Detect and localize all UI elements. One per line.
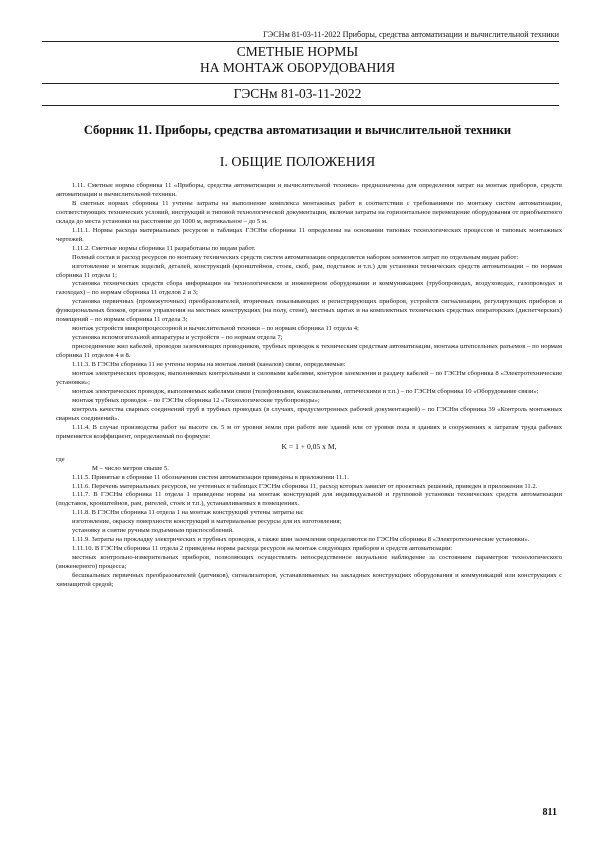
formula-variable: M – число метров свыше 5. — [92, 464, 169, 472]
list-item: контроль качества сварных соединений труб в трубных проводках (в случаях, предусмотренных рабочей документацией) – по ГЭСНм сборника 39 «Контроль монтажных сварных соединений». — [56, 405, 562, 422]
code-rule-top — [42, 83, 559, 84]
paragraph: 1.11.8. В ГЭСНм сборника 11 отдела 1 на монтаж конструкций учтены затраты на: — [72, 509, 304, 517]
body-text — [56, 182, 562, 590]
header-rule — [42, 41, 559, 42]
list-item: монтаж электрических проводок, выполняемых кабелями связи (телефонными, коаксиальными, оптическими и т.п.) – по ГЭСНм сборника 10 «Оборудование связи»; — [72, 387, 539, 395]
paragraph: 1.11.4. В случае производства работ на высоте св. 5 м от уровня земли при работе вне зданий или от уровня пола в зданиях и сооружениях к затратам труда рабочих применяется коэффициент, определяемый по формуле: — [56, 423, 562, 440]
title-line-2: НА МОНТАЖ ОБОРУДОВАНИЯ — [199, 60, 396, 75]
paragraph: 1.11.2. Сметные нормы сборника 11 разработаны по видам работ. — [72, 244, 256, 252]
formula: K = 1 + 0,05 x M, — [281, 441, 337, 451]
list-item: присоединение жил кабелей, проводов заземляющих проводников, трубных проводок к техническим средствам автоматизации, монтажа штепсельных разъемов – по нормам сборника 11 отделов 4 и 8. — [56, 343, 562, 360]
paragraph: 1.11.3. В ГЭСНм сборника 11 не учтены нормы на монтаж линий (каналов) связи, определяемые: — [72, 361, 346, 369]
list-item: местных контрольно-измерительных приборов, позволяющих осуществлять непосредственное визуальное наблюдение за состоянием параметров технологического (инженерного) процесса; — [56, 554, 562, 571]
paragraph: 1.11.1. Нормы расхода материальных ресурсов в таблицах ГЭСНм сборника 11 определены на основании типовых технологических процессов и типовых монтажных чертежей. — [56, 226, 562, 243]
running-header: ГЭСНм 81-03-11-2022 Приборы, средства автоматизации и вычислительной техники — [263, 30, 559, 39]
list-item: установка технических средств сбора информации на технологическом и инженерном оборудовании и коммуникациях (трубопроводах, воздуховодах, газопроводах и газоходах) – по нормам сборника 11 отделов 2 и 3; — [56, 280, 562, 297]
paragraph: 1.11. Сметные нормы сборника 11 «Приборы, средства автоматизации и вычислительной техники» предназначены для определения затрат на монтаж приборов, средств автоматизации и вычислительной техники. — [56, 182, 562, 198]
list-item: установка первичных (промежуточных) преобразователей, вторичных показывающих и регистрирующих приборов, устройств сигнализации, регулирующих приборов и функциональных блоков, органов управления на местных конструкциях (на полу, стене), местных щитах и на комплектных технических средствах операторских (диспетчерских) помещений – по нормам сборника 11 отдела 3; — [56, 298, 562, 324]
paragraph: 1.11.5. Принятые в сборнике 11 обозначения систем автоматизации приведены в приложении 11.1. — [72, 473, 349, 481]
document-title — [0, 44, 595, 76]
list-item: бесшкальных первичных преобразователей (датчиков), сигнализаторов, устанавливаемых на закладных конструкциях оборудования и коммуникаций или конструкциях с химзащитой средой; — [56, 572, 562, 588]
paragraph: 1.11.6. Перечень материальных ресурсов, не учтенных в таблицах ГЭСНм сборника 11, расход которых зависит от проектных решений, приведен в приложении 11.2. — [72, 482, 538, 490]
list-item: изготовление, окраску поверхности конструкций и материальные ресурсы для их изготовления; — [72, 518, 342, 526]
list-item: монтаж устройств микропроцессорной и вычислительной техники – по нормам сборника 11 отдела 4; — [72, 325, 359, 333]
list-item: монтаж трубных проводок – по ГЭСНм сборника 12 «Технологические трубопроводы»; — [72, 396, 320, 404]
paragraph: 1.11.10. В ГЭСНм сборника 11 отдела 2 приведены нормы расхода ресурсов на монтаж следующих приборов и средств автоматизации: — [72, 545, 453, 553]
list-item: установка вспомогательной аппаратуры и устройств – по нормам отдела 7; — [72, 334, 283, 342]
title-line-1: СМЕТНЫЕ НОРМЫ — [236, 44, 359, 59]
paragraph: Полный состав и расход ресурсов по монтажу технических средств систем автоматизации определяется набором элементов затрат по отдельным видам работ: — [72, 253, 519, 261]
list-item: изготовление и монтаж изделий, деталей, конструкций (кронштейнов, стоек, скоб, рам, подставок и т.п.) для установки технических средств автоматизации – по нормам сборника 11 отдела 1; — [56, 262, 562, 279]
page-number: 811 — [542, 807, 557, 818]
paragraph: 1.11.9. Затраты на прокладку электрических и трубных проводок, а также шин заземления определяются по ГЭСНм сборника 8 «Электротехнические установки». — [72, 536, 530, 544]
paragraph: 1.11.7. В ГЭСНм сборника 11 отдела 1 приведены нормы на монтаж конструкций для индивидуальной и групповой установки технических средств автоматизации (подставок, кронштейнов, рам, ригелей, стоек и т.п.), устанавливаемых в помещениях. — [56, 491, 562, 508]
formula-where: где — [56, 455, 65, 463]
code-rule-bottom — [42, 105, 559, 106]
list-item: монтаж электрических проводок, выполняемых контрольными и силовыми кабелями, контуров заземления и раздачу кабелей – по ГЭСНм сборника 8 «Электротехнические установки»; — [56, 370, 562, 386]
list-item: установку и снятие ручным подъемным приспособлений. — [72, 527, 234, 535]
document-code: ГЭСНм 81-03-11-2022 — [233, 86, 362, 101]
paragraph: В сметных нормах сборника 11 учтены затраты на выполнение комплекса монтажных работ в соответствии с требованиями по монтажу систем автоматизации, соответствующих технических условий, инструкций и типовой технологической документации, включая затраты на горизонтальное перемещение оборудования от приобъектного склада до места установки на расстояние до 1000 м, вертикальное – до 5 м. — [56, 199, 562, 225]
section-heading: I. ОБЩИЕ ПОЛОЖЕНИЯ — [219, 155, 376, 170]
collection-title: Сборник 11. Приборы, средства автоматизации и вычислительной техники — [83, 123, 512, 137]
